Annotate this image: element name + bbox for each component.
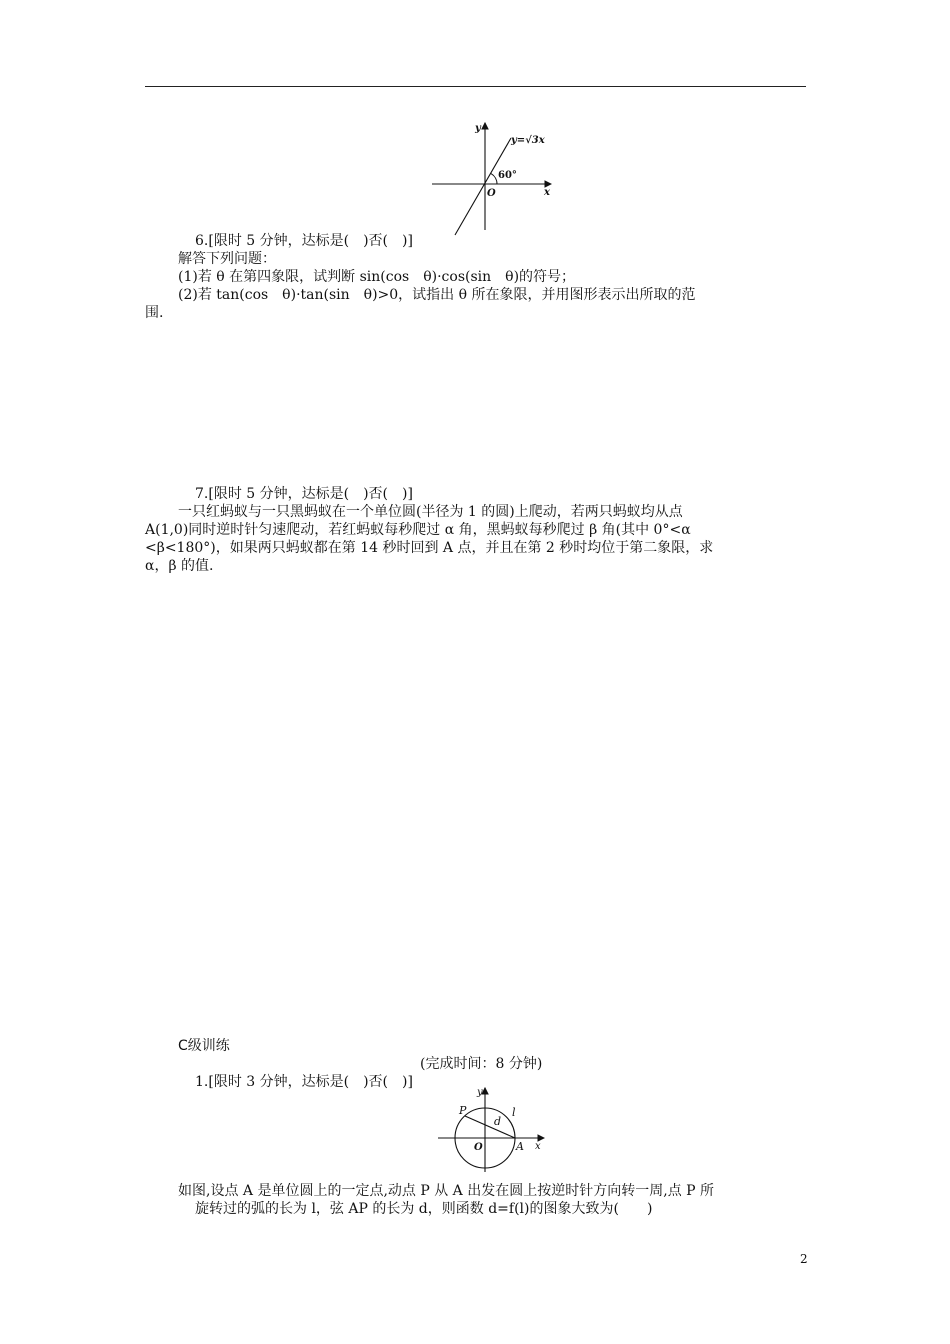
q7-header: 7.[限时 5 分钟，达标是( )否( )] bbox=[195, 486, 413, 502]
page-number: 2 bbox=[800, 1252, 808, 1266]
c1-header: 1.[限时 3 分钟，达标是( )否( )] bbox=[195, 1074, 413, 1090]
angle-arc bbox=[491, 174, 497, 184]
angle-label: 60° bbox=[498, 170, 517, 181]
point-p-label: P bbox=[459, 1104, 467, 1117]
line-graph bbox=[455, 138, 511, 235]
q7-line-2: A(1,0)同时逆时针匀速爬动，若红蚂蚁每秒爬过 α 角，黑蚂蚁每秒爬过 β 角(其中 0°<α bbox=[145, 522, 691, 538]
section-c-time-note: (完成时间：8 分钟) bbox=[420, 1056, 543, 1072]
q7-line-4: α，β 的值. bbox=[145, 558, 214, 574]
origin-label: O bbox=[474, 1142, 483, 1153]
q6-line-4: 围. bbox=[145, 305, 164, 321]
arc-l-label: l bbox=[512, 1106, 516, 1119]
q7-line-3: <β<180°)，如果两只蚂蚁都在第 14 秒时回到 A 点，并且在第 2 秒时均位于第二象限，求 bbox=[145, 540, 714, 556]
q6-line-3: (2)若 tan(cos θ)·tan(sin θ)>0，试指出 θ 所在象限，并用图形表示出所取的范 bbox=[178, 287, 696, 303]
y-axis-label: y bbox=[475, 123, 481, 134]
q6-line-2: (1)若 θ 在第四象限，试判断 sin(cos θ)·cos(sin θ)的符号； bbox=[178, 269, 576, 285]
section-c-title: C级训练 bbox=[178, 1038, 230, 1054]
header-rule bbox=[145, 86, 806, 87]
x-axis-label: x bbox=[544, 187, 550, 198]
figure-line-60-degree bbox=[425, 118, 560, 238]
chord-d-label: d bbox=[494, 1115, 502, 1128]
origin-label: O bbox=[487, 188, 496, 199]
line-equation-label: y=√3x bbox=[511, 135, 545, 146]
point-a-label: A bbox=[516, 1140, 524, 1153]
c1-line-1: 如图,设点 A 是单位圆上的一定点,动点 P 从 A 出发在圆上按逆时针方向转一周,点 P 所 bbox=[178, 1183, 715, 1199]
q6-line-1: 解答下列问题： bbox=[178, 251, 276, 267]
figure-unit-circle bbox=[432, 1084, 552, 1176]
q7-line-1: 一只红蚂蚁与一只黑蚂蚁在一个单位圆(半径为 1 的圆)上爬动，若两只蚂蚁均从点 bbox=[178, 504, 683, 520]
y-axis-label: y bbox=[477, 1087, 483, 1098]
c1-line-2: 旋转过的弧的长为 l，弦 AP 的长为 d，则函数 d=f(l)的图象大致为( ) bbox=[195, 1201, 653, 1217]
chord-ap bbox=[465, 1116, 515, 1138]
x-axis-label: x bbox=[535, 1141, 541, 1152]
q6-header: 6.[限时 5 分钟，达标是( )否( )] bbox=[195, 233, 413, 249]
